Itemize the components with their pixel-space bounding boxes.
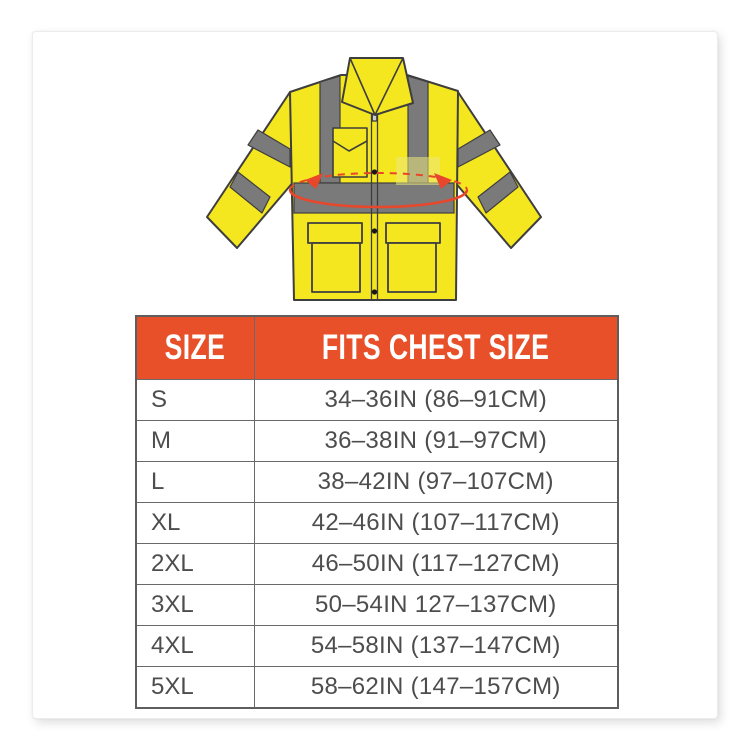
chest-label-patch (396, 157, 440, 185)
chest-cell: 34–36IN (86–91CM) (254, 380, 618, 421)
chest-cell: 42–46IN (107–117CM) (254, 503, 618, 544)
table-row (136, 380, 618, 421)
left-sleeve-shape (207, 92, 295, 248)
chest-cell: 50–54IN 127–137CM) (254, 585, 618, 626)
table-row (136, 421, 618, 462)
lower-left-pocket (308, 223, 362, 292)
table-row (136, 626, 618, 667)
size-chart-card (32, 31, 718, 719)
chest-pocket (333, 128, 367, 177)
chest-cell: 36–38IN (91–97CM) (254, 421, 618, 462)
chest-column-header: FITS CHEST SIZE (254, 316, 618, 380)
size-column-header: SIZE (136, 316, 254, 380)
size-cell: 4XL (136, 626, 254, 667)
right-sleeve-shape (453, 92, 541, 248)
size-cell: M (136, 421, 254, 462)
size-cell: L (136, 462, 254, 503)
jacket-illustration (190, 45, 570, 315)
chest-cell: 58–62IN (147–157CM) (254, 667, 618, 709)
table-row (136, 544, 618, 585)
size-cell: 3XL (136, 585, 254, 626)
table-row (136, 462, 618, 503)
size-cell: S (136, 380, 254, 421)
chest-cell: 38–42IN (97–107CM) (254, 462, 618, 503)
size-cell: 5XL (136, 667, 254, 709)
size-cell: 2XL (136, 544, 254, 585)
chest-cell: 46–50IN (117–127CM) (254, 544, 618, 585)
table-row (136, 503, 618, 544)
table-row (136, 585, 618, 626)
size-table-header-row (136, 316, 618, 380)
size-cell: XL (136, 503, 254, 544)
table-row (136, 667, 618, 709)
collar-shape (342, 58, 413, 115)
chest-cell: 54–58IN (137–147CM) (254, 626, 618, 667)
size-table (135, 315, 619, 709)
lower-right-pocket (386, 223, 440, 292)
